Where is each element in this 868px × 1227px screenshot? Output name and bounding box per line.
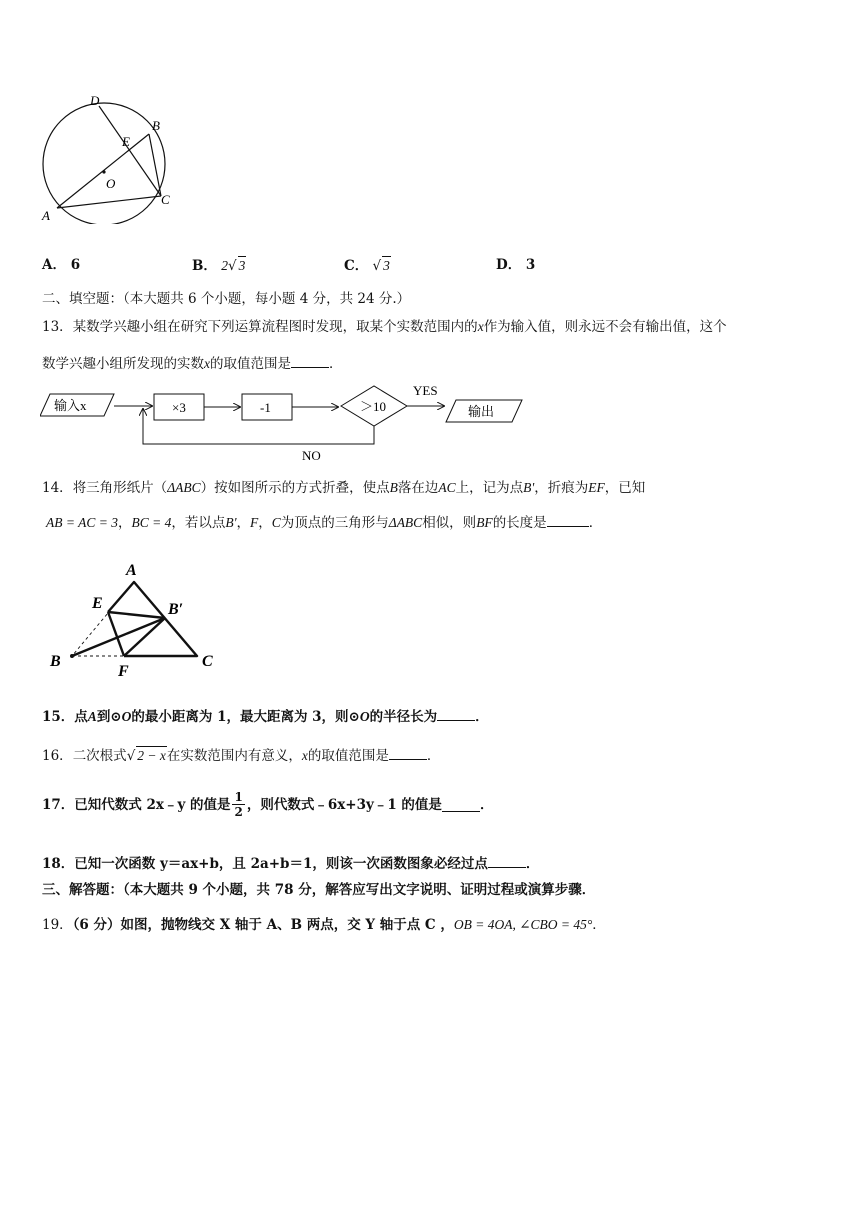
q14-line1: 14．将三角形纸片（ΔABC）按如图所示的方式折叠，使点B落在边AC上，记为点B'，折痕为EF，已知 bbox=[42, 480, 646, 496]
option-a: A． 6 bbox=[42, 257, 81, 273]
circle-figure bbox=[38, 92, 183, 224]
label-e2: E bbox=[92, 595, 103, 612]
q13-line2: 数学兴趣小组所发现的实数x的取值范围是 ． bbox=[42, 353, 343, 373]
flow-yes: YES bbox=[413, 383, 438, 398]
label-b: B bbox=[152, 118, 160, 133]
flowchart bbox=[40, 378, 530, 468]
flow-no: NO bbox=[302, 448, 321, 463]
label-b2: B bbox=[50, 653, 61, 670]
flow-output: 输出 bbox=[468, 404, 495, 419]
label-a2: A bbox=[126, 562, 137, 579]
label-c: C bbox=[161, 192, 170, 207]
label-b-prime: B′ bbox=[168, 601, 184, 618]
label-f: F bbox=[118, 663, 129, 680]
label-c2: C bbox=[202, 653, 213, 670]
flow-step2: -1 bbox=[260, 400, 271, 415]
fraction-half: $\frac{1}{2}$ bbox=[234, 790, 243, 819]
section3-heading: 三、解答题：（本大题共 9 个小题，共 78 分，解答应写出文字说明、证明过程或演算步骤． bbox=[42, 882, 596, 898]
fold-triangle-figure bbox=[44, 556, 224, 682]
q14-line2: AB = AC = 3，BC = 4，若以点B'，F，C为顶点的三角形与ΔABC相似，则BF的长度是 ． bbox=[46, 512, 602, 532]
label-d: D bbox=[90, 93, 100, 108]
option-b: B． 2√ 3 bbox=[192, 258, 246, 274]
label-e: E bbox=[122, 134, 130, 149]
option-d: D． 3 bbox=[496, 257, 536, 273]
q19: 19．（6 分）如图，抛物线交 X 轴于 A、B 两点，交 Y 轴于点 C ，OB = 4OA, ∠CBO = 45°． bbox=[42, 917, 606, 933]
flow-step1: ×3 bbox=[172, 400, 186, 415]
label-a: A bbox=[42, 208, 50, 223]
label-o: O bbox=[106, 176, 116, 191]
q18: 18．已知一次函数 y＝ax+b，且 2a+b＝1，则该一次函数图象必经过点 ． bbox=[42, 853, 539, 873]
q17: 17． 已知代数式 2x﹣y 的值是 $\frac{1}{2}$ ，则代数式﹣6x+3y﹣1 的值是 ． bbox=[42, 790, 494, 819]
section2-heading: 二、填空题：（本大题共 6 个小题，每小题 4 分，共 24 分.） bbox=[42, 291, 411, 307]
option-c: C． √ 3 bbox=[344, 258, 390, 274]
q15: 15．点A到⊙O的最小距离为 1，最大距离为 3，则⊙O的半径长为 ． bbox=[42, 706, 489, 726]
flow-cond: ＞10 bbox=[360, 399, 387, 414]
q16: 16．二次根式√ 2 − x在实数范围内有意义，x的取值范围是 ． bbox=[42, 745, 440, 765]
flow-input: 输入x bbox=[54, 398, 87, 413]
q13-line1: 13．某数学兴趣小组在研究下列运算流程图时发现，取某个实数范围内的x作为输入值，则永远不会有输出值，这个 bbox=[42, 319, 727, 335]
